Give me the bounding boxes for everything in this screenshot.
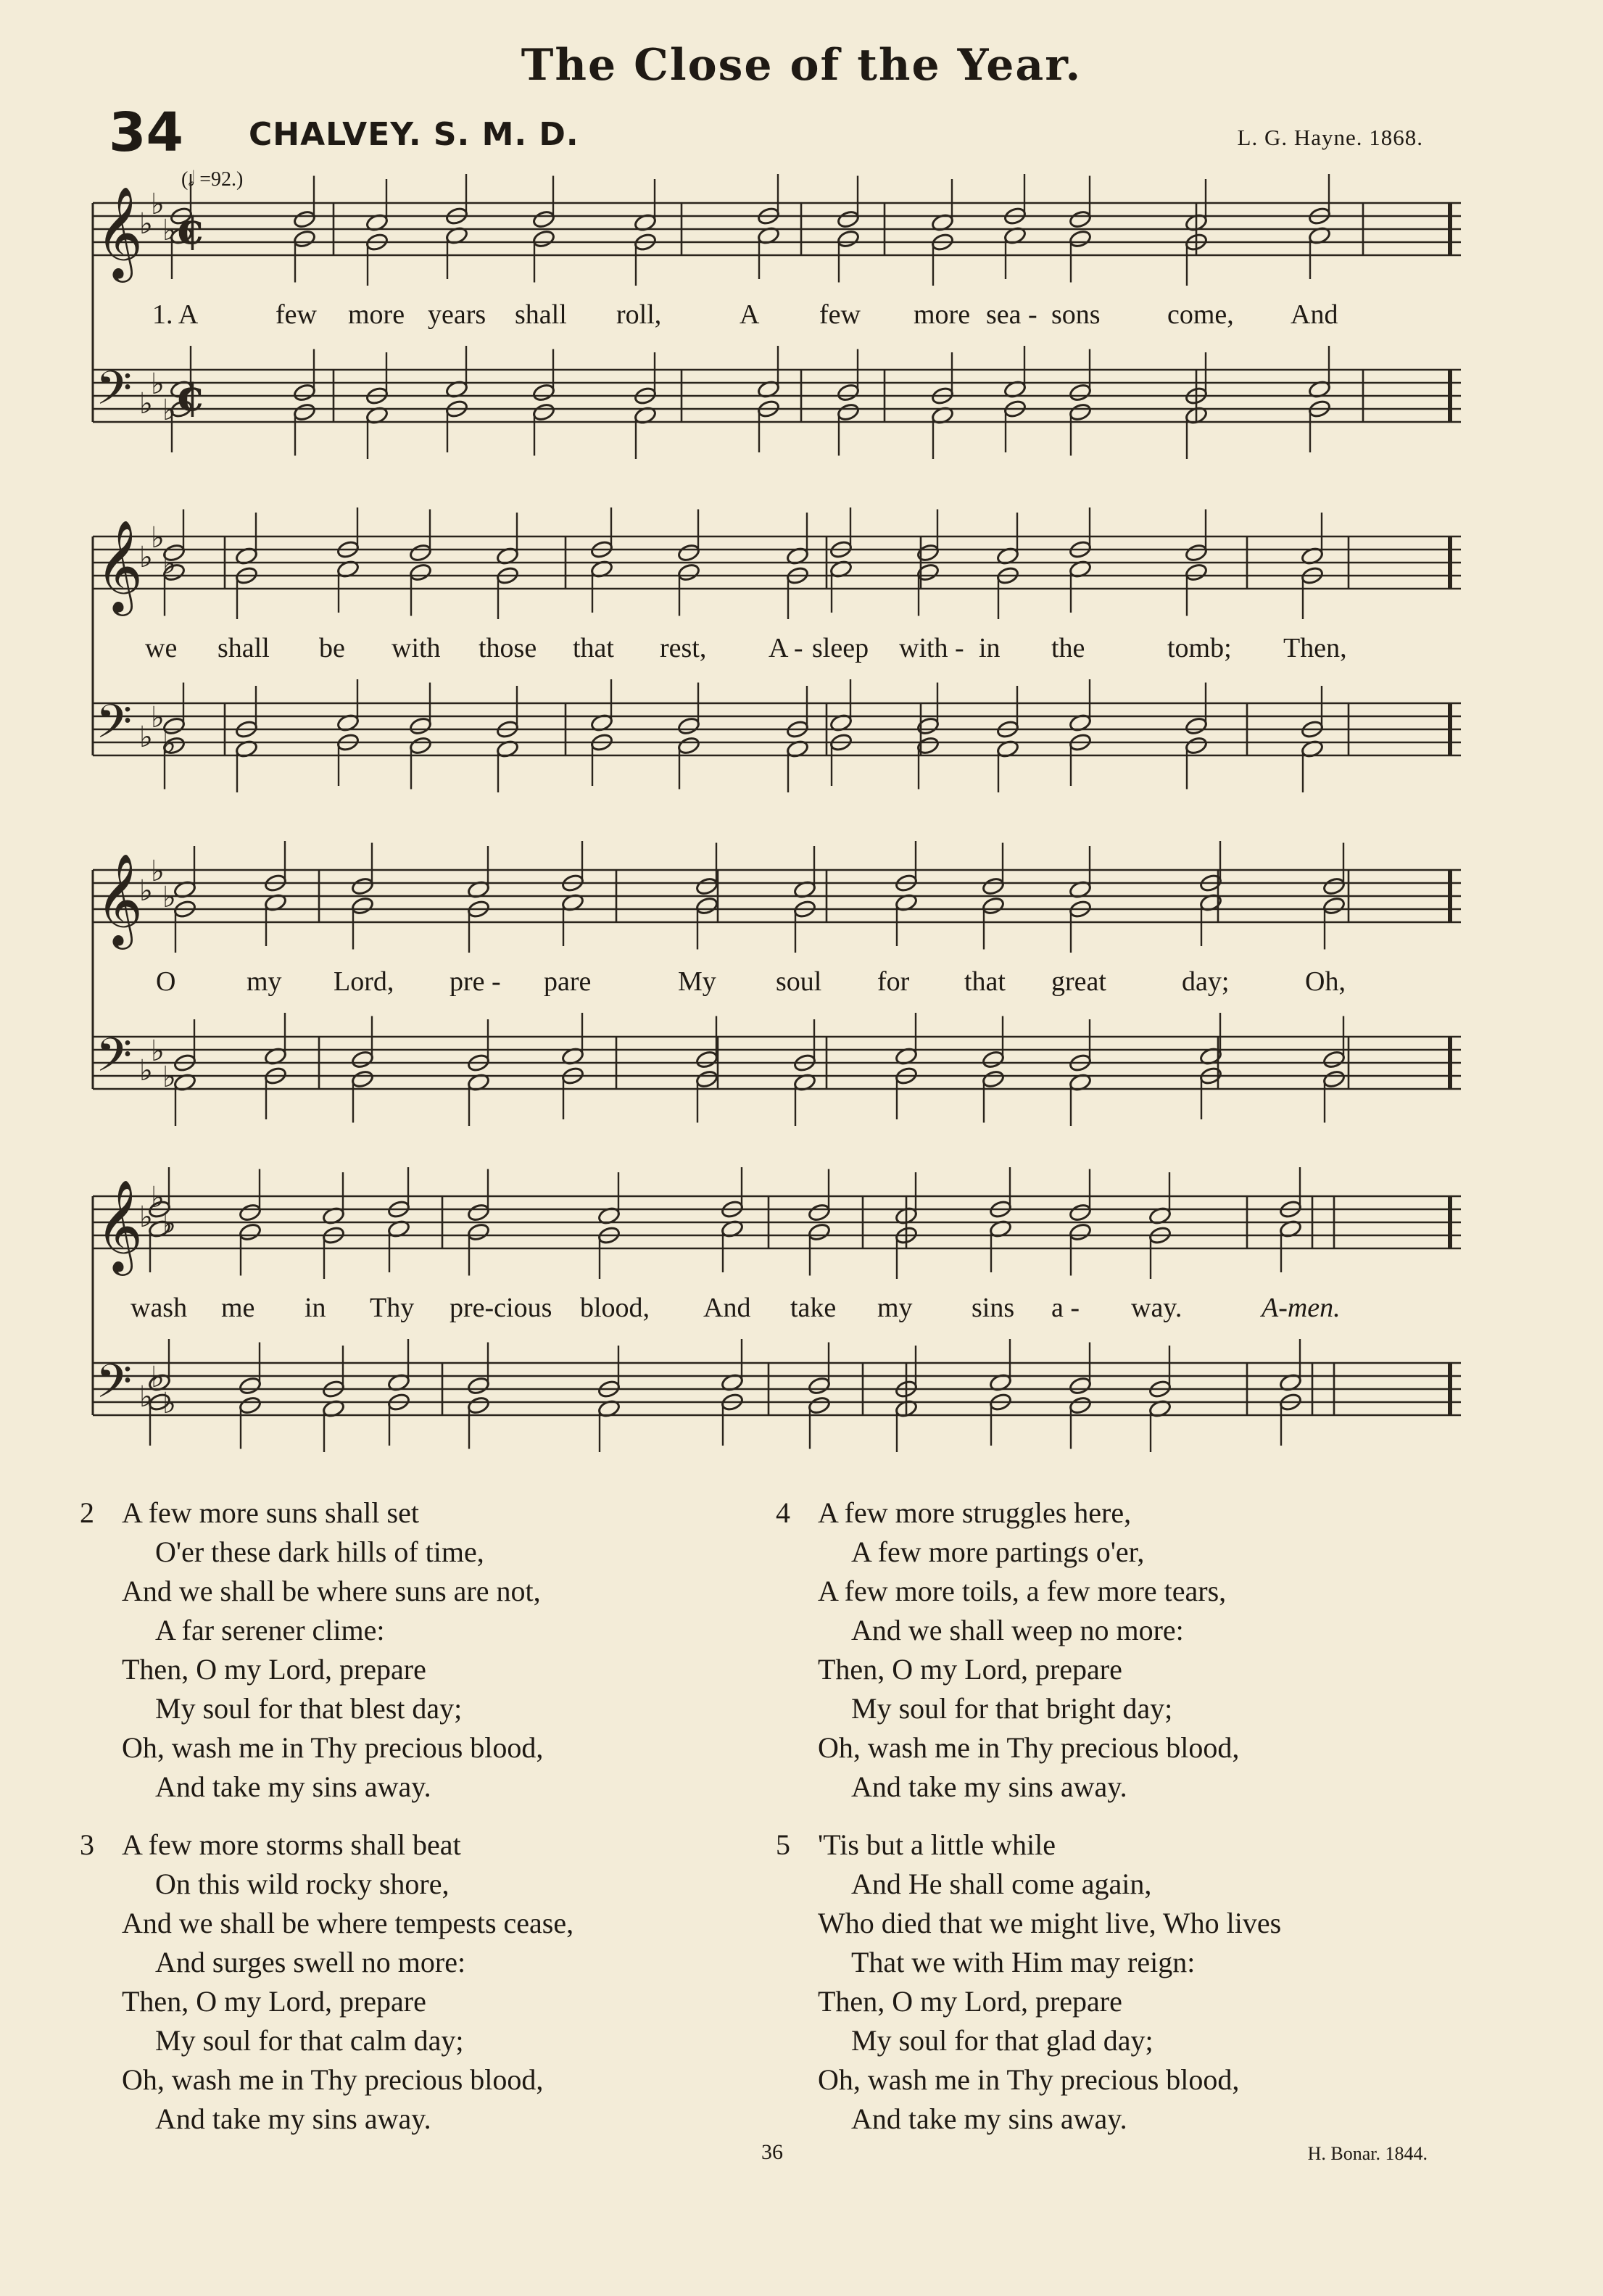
half-note — [293, 229, 317, 249]
half-note — [409, 543, 433, 563]
lyric-syllable: tomb; — [1167, 633, 1232, 663]
music-system — [87, 507, 1475, 812]
half-note — [239, 1203, 262, 1222]
music-system — [87, 174, 1475, 478]
half-note — [695, 876, 719, 896]
treble-clef-icon: 𝄞 — [96, 1179, 144, 1272]
lyric-syllable: roll, — [616, 299, 662, 330]
verse-line: O'er these dark hills of time, — [155, 1535, 484, 1568]
author-credit: H. Bonar. 1844. — [1307, 2143, 1428, 2164]
half-note — [837, 402, 861, 422]
lyric-syllable: A — [740, 299, 760, 330]
half-note — [1069, 1203, 1093, 1222]
lyric-syllable: with — [392, 633, 441, 663]
half-note — [837, 229, 861, 249]
half-note — [532, 210, 556, 229]
verse-line: My soul for that blest day; — [155, 1692, 463, 1725]
flat-sign-icon: ♭ — [162, 881, 176, 914]
half-note — [532, 383, 556, 402]
verse-line: And take my sins away. — [851, 1770, 1127, 1803]
lyric-syllable: years — [428, 299, 486, 330]
lyric-syllable: 1. A — [152, 299, 199, 330]
half-note — [677, 563, 701, 582]
flat-sign-icon: ♭ — [151, 1035, 165, 1068]
treble-clef-icon: 𝄞 — [96, 186, 144, 278]
verse-line: Then, O my Lord, prepare — [818, 1653, 1122, 1686]
lyric-syllable: A-men. — [1262, 1293, 1341, 1323]
page-number: 36 — [761, 2140, 783, 2164]
music-system — [87, 1167, 1475, 1472]
lyric-syllable: pare — [544, 966, 592, 997]
verse-line: A few more struggles here, — [818, 1496, 1132, 1529]
flat-sign-icon: ♭ — [162, 1061, 176, 1094]
stanza-5 — [776, 1825, 1457, 2139]
stanza-3 — [80, 1825, 761, 2139]
verse-line: And He shall come again, — [851, 1868, 1152, 1900]
verse-line: Then, O my Lord, prepare — [122, 1985, 426, 2018]
lyric-syllable: way. — [1131, 1293, 1182, 1323]
lyric-syllable: that — [573, 633, 614, 663]
verse-line: Oh, wash me in Thy precious blood, — [818, 2063, 1240, 2096]
half-note — [1185, 543, 1209, 563]
lyric-syllable: Thy — [370, 1293, 415, 1323]
half-note — [1069, 383, 1093, 402]
lyric-syllable: great — [1051, 966, 1106, 997]
flat-sign-icon: ♭ — [162, 1387, 176, 1420]
half-note — [1069, 1396, 1093, 1415]
half-note — [916, 543, 940, 563]
music-system — [87, 841, 1475, 1145]
half-note — [837, 210, 861, 229]
half-note — [409, 563, 433, 582]
lyric-syllable: shall — [218, 633, 270, 663]
lyric-syllable: in — [305, 1293, 326, 1323]
half-note — [1185, 716, 1209, 736]
lyric-syllable: in — [979, 633, 1001, 663]
verse-line: A few more suns shall set — [122, 1496, 419, 1529]
half-note — [467, 1376, 491, 1396]
bass-clef-icon: 𝄢 — [96, 1029, 133, 1094]
verse-line: Oh, wash me in Thy precious blood, — [122, 1731, 544, 1764]
lyric-syllable: few — [819, 299, 861, 330]
half-note — [1322, 1069, 1346, 1089]
half-note — [239, 1376, 262, 1396]
half-note — [409, 736, 433, 755]
lyric-syllable: sins — [972, 1293, 1015, 1323]
half-note — [1322, 1050, 1346, 1069]
composer-credit: L. G. Hayne. 1868. — [1237, 125, 1423, 150]
verse-line: And we shall weep no more: — [851, 1614, 1184, 1646]
half-note — [467, 1203, 491, 1222]
tempo-marking: (𝅗𝅥 =92.) — [181, 168, 244, 191]
page-title: The Close of the Year. — [521, 40, 1082, 91]
lyric-syllable: those — [479, 633, 537, 663]
flat-sign-icon: ♭ — [162, 727, 176, 761]
lyric-syllable: sea - — [986, 299, 1037, 330]
half-note — [351, 876, 375, 896]
verse-line: A few more toils, a few more tears, — [818, 1575, 1227, 1607]
lyric-syllable: more — [348, 299, 405, 330]
flat-sign-icon: ♭ — [162, 394, 176, 427]
lyric-syllable: come, — [1167, 299, 1234, 330]
half-note — [351, 1069, 375, 1089]
half-note — [293, 210, 317, 229]
half-note — [409, 716, 433, 736]
half-note — [467, 1396, 491, 1415]
lyric-syllable: the — [1051, 633, 1085, 663]
half-note — [677, 736, 701, 755]
flat-sign-icon: ♭ — [139, 541, 153, 574]
half-note — [351, 896, 375, 916]
tune-name: CHALVEY. S. M. D. — [249, 116, 579, 153]
lyric-syllable: more — [914, 299, 971, 330]
stanza-number: 4 — [776, 1496, 790, 1529]
cut-time-icon: ¢ — [175, 370, 206, 421]
half-note — [1069, 402, 1093, 422]
half-note — [982, 1050, 1006, 1069]
verse-line: And take my sins away. — [155, 2102, 431, 2135]
flat-sign-icon: ♭ — [162, 1207, 176, 1240]
lyric-syllable: pre - — [450, 966, 501, 997]
stanza-4 — [776, 1493, 1457, 1807]
verse-line: Then, O my Lord, prepare — [818, 1985, 1122, 2018]
lyric-syllable: Then, — [1283, 633, 1347, 663]
lyric-syllable: for — [877, 966, 910, 997]
half-note — [239, 1222, 262, 1242]
half-note — [916, 736, 940, 755]
lyric-syllable: shall — [515, 299, 567, 330]
half-note — [982, 876, 1006, 896]
lyric-syllable: with - — [899, 633, 964, 663]
lyric-syllable: O — [156, 966, 176, 997]
verse-line: And we shall be where suns are not, — [122, 1575, 541, 1607]
lyric-syllable: Lord, — [334, 966, 394, 997]
verse-line: My soul for that bright day; — [851, 1692, 1173, 1725]
half-note — [1185, 736, 1209, 755]
verse-line: Oh, wash me in Thy precious blood, — [122, 2063, 544, 2096]
flat-sign-icon: ♭ — [151, 368, 165, 401]
lyric-syllable: pre-cious — [450, 1293, 552, 1323]
verse-line: And surges swell no more: — [155, 1946, 466, 1978]
flat-sign-icon: ♭ — [151, 701, 165, 734]
lyric-syllable: soul — [776, 966, 822, 997]
lyric-syllable: My — [678, 966, 716, 997]
lyric-syllable: my — [877, 1293, 913, 1323]
verse-line: My soul for that calm day; — [155, 2024, 464, 2057]
lyric-syllable: blood, — [580, 1293, 650, 1323]
verse-line: Oh, wash me in Thy precious blood, — [818, 1731, 1240, 1764]
verse-line: That we with Him may reign: — [851, 1946, 1196, 1978]
half-note — [695, 896, 719, 916]
half-note — [982, 1069, 1006, 1089]
flat-sign-icon: ♭ — [139, 1201, 153, 1234]
flat-sign-icon: ♭ — [139, 721, 153, 754]
bass-clef-icon: 𝄢 — [96, 695, 133, 761]
lyric-syllable: me — [221, 1293, 255, 1323]
half-note — [808, 1203, 832, 1222]
verse-line: And we shall be where tempests cease, — [122, 1907, 574, 1939]
flat-sign-icon: ♭ — [139, 874, 153, 908]
flat-sign-icon: ♭ — [151, 855, 165, 888]
stanza-2 — [80, 1493, 761, 1807]
half-note — [1069, 1222, 1093, 1242]
flat-sign-icon: ♭ — [139, 387, 153, 420]
lyric-syllable: my — [247, 966, 282, 997]
lyric-syllable: Oh, — [1305, 966, 1346, 997]
verse-line: Who died that we might live, Who lives — [818, 1907, 1282, 1939]
half-note — [695, 1069, 719, 1089]
flat-sign-icon: ♭ — [162, 547, 176, 581]
verse-line: 'Tis but a little while — [818, 1828, 1056, 1861]
half-note — [982, 896, 1006, 916]
verse-line: A few more partings o'er, — [851, 1535, 1145, 1568]
stanza-number: 2 — [80, 1496, 94, 1529]
bass-clef-icon: 𝄢 — [96, 1355, 133, 1420]
flat-sign-icon: ♭ — [139, 1380, 153, 1414]
half-note — [293, 402, 317, 422]
half-note — [1069, 229, 1093, 249]
half-note — [1069, 1376, 1093, 1396]
lyric-syllable: rest, — [660, 633, 707, 663]
lyric-syllable: sleep — [812, 633, 869, 663]
verse-line: My soul for that glad day; — [851, 2024, 1153, 2057]
half-note — [467, 1222, 491, 1242]
lyric-syllable: that — [964, 966, 1006, 997]
lyric-syllable: sons — [1051, 299, 1101, 330]
half-note — [1322, 876, 1346, 896]
lyric-syllable: be — [319, 633, 345, 663]
treble-clef-icon: 𝄞 — [96, 853, 144, 945]
lyric-syllable: A - — [769, 633, 803, 663]
verses-left-column — [80, 1493, 761, 2158]
half-note — [351, 1050, 375, 1069]
half-note — [1322, 896, 1346, 916]
verse-line: A few more storms shall beat — [122, 1828, 461, 1861]
half-note — [677, 716, 701, 736]
lyric-syllable: day; — [1182, 966, 1230, 997]
verses-right-column — [776, 1493, 1457, 2158]
lyric-syllable: wash — [131, 1293, 188, 1323]
flat-sign-icon: ♭ — [151, 1361, 165, 1394]
cut-time-icon: ¢ — [175, 204, 206, 254]
flat-sign-icon: ♭ — [162, 214, 176, 247]
flat-sign-icon: ♭ — [151, 188, 165, 221]
lyric-syllable: take — [790, 1293, 837, 1323]
flat-sign-icon: ♭ — [151, 1181, 165, 1214]
lyric-syllable: we — [145, 633, 178, 663]
half-note — [808, 1396, 832, 1415]
bass-clef-icon: 𝄢 — [96, 362, 133, 427]
lyric-syllable: few — [276, 299, 317, 330]
flat-sign-icon: ♭ — [139, 207, 153, 241]
verse-line: A far serener clime: — [155, 1614, 385, 1646]
half-note — [695, 1050, 719, 1069]
half-note — [916, 716, 940, 736]
stanza-number: 5 — [776, 1828, 790, 1861]
half-note — [239, 1396, 262, 1415]
verse-line: On this wild rocky shore, — [155, 1868, 450, 1900]
verse-line: And take my sins away. — [851, 2102, 1127, 2135]
half-note — [916, 563, 940, 582]
lyric-syllable: a - — [1051, 1293, 1080, 1323]
half-note — [532, 229, 556, 249]
half-note — [532, 402, 556, 422]
flat-sign-icon: ♭ — [151, 521, 165, 555]
half-note — [677, 543, 701, 563]
half-note — [1069, 210, 1093, 229]
hymn-number: 34 — [109, 101, 183, 164]
half-note — [808, 1376, 832, 1396]
half-note — [293, 383, 317, 402]
half-note — [1185, 563, 1209, 582]
half-note — [837, 383, 861, 402]
lyric-syllable: And — [1291, 299, 1338, 330]
lyric-syllable: And — [703, 1293, 751, 1323]
flat-sign-icon: ♭ — [139, 1054, 153, 1087]
treble-clef-icon: 𝄞 — [96, 519, 144, 612]
verse-line: And take my sins away. — [155, 1770, 431, 1803]
half-note — [808, 1222, 832, 1242]
stanza-number: 3 — [80, 1828, 94, 1861]
verse-line: Then, O my Lord, prepare — [122, 1653, 426, 1686]
